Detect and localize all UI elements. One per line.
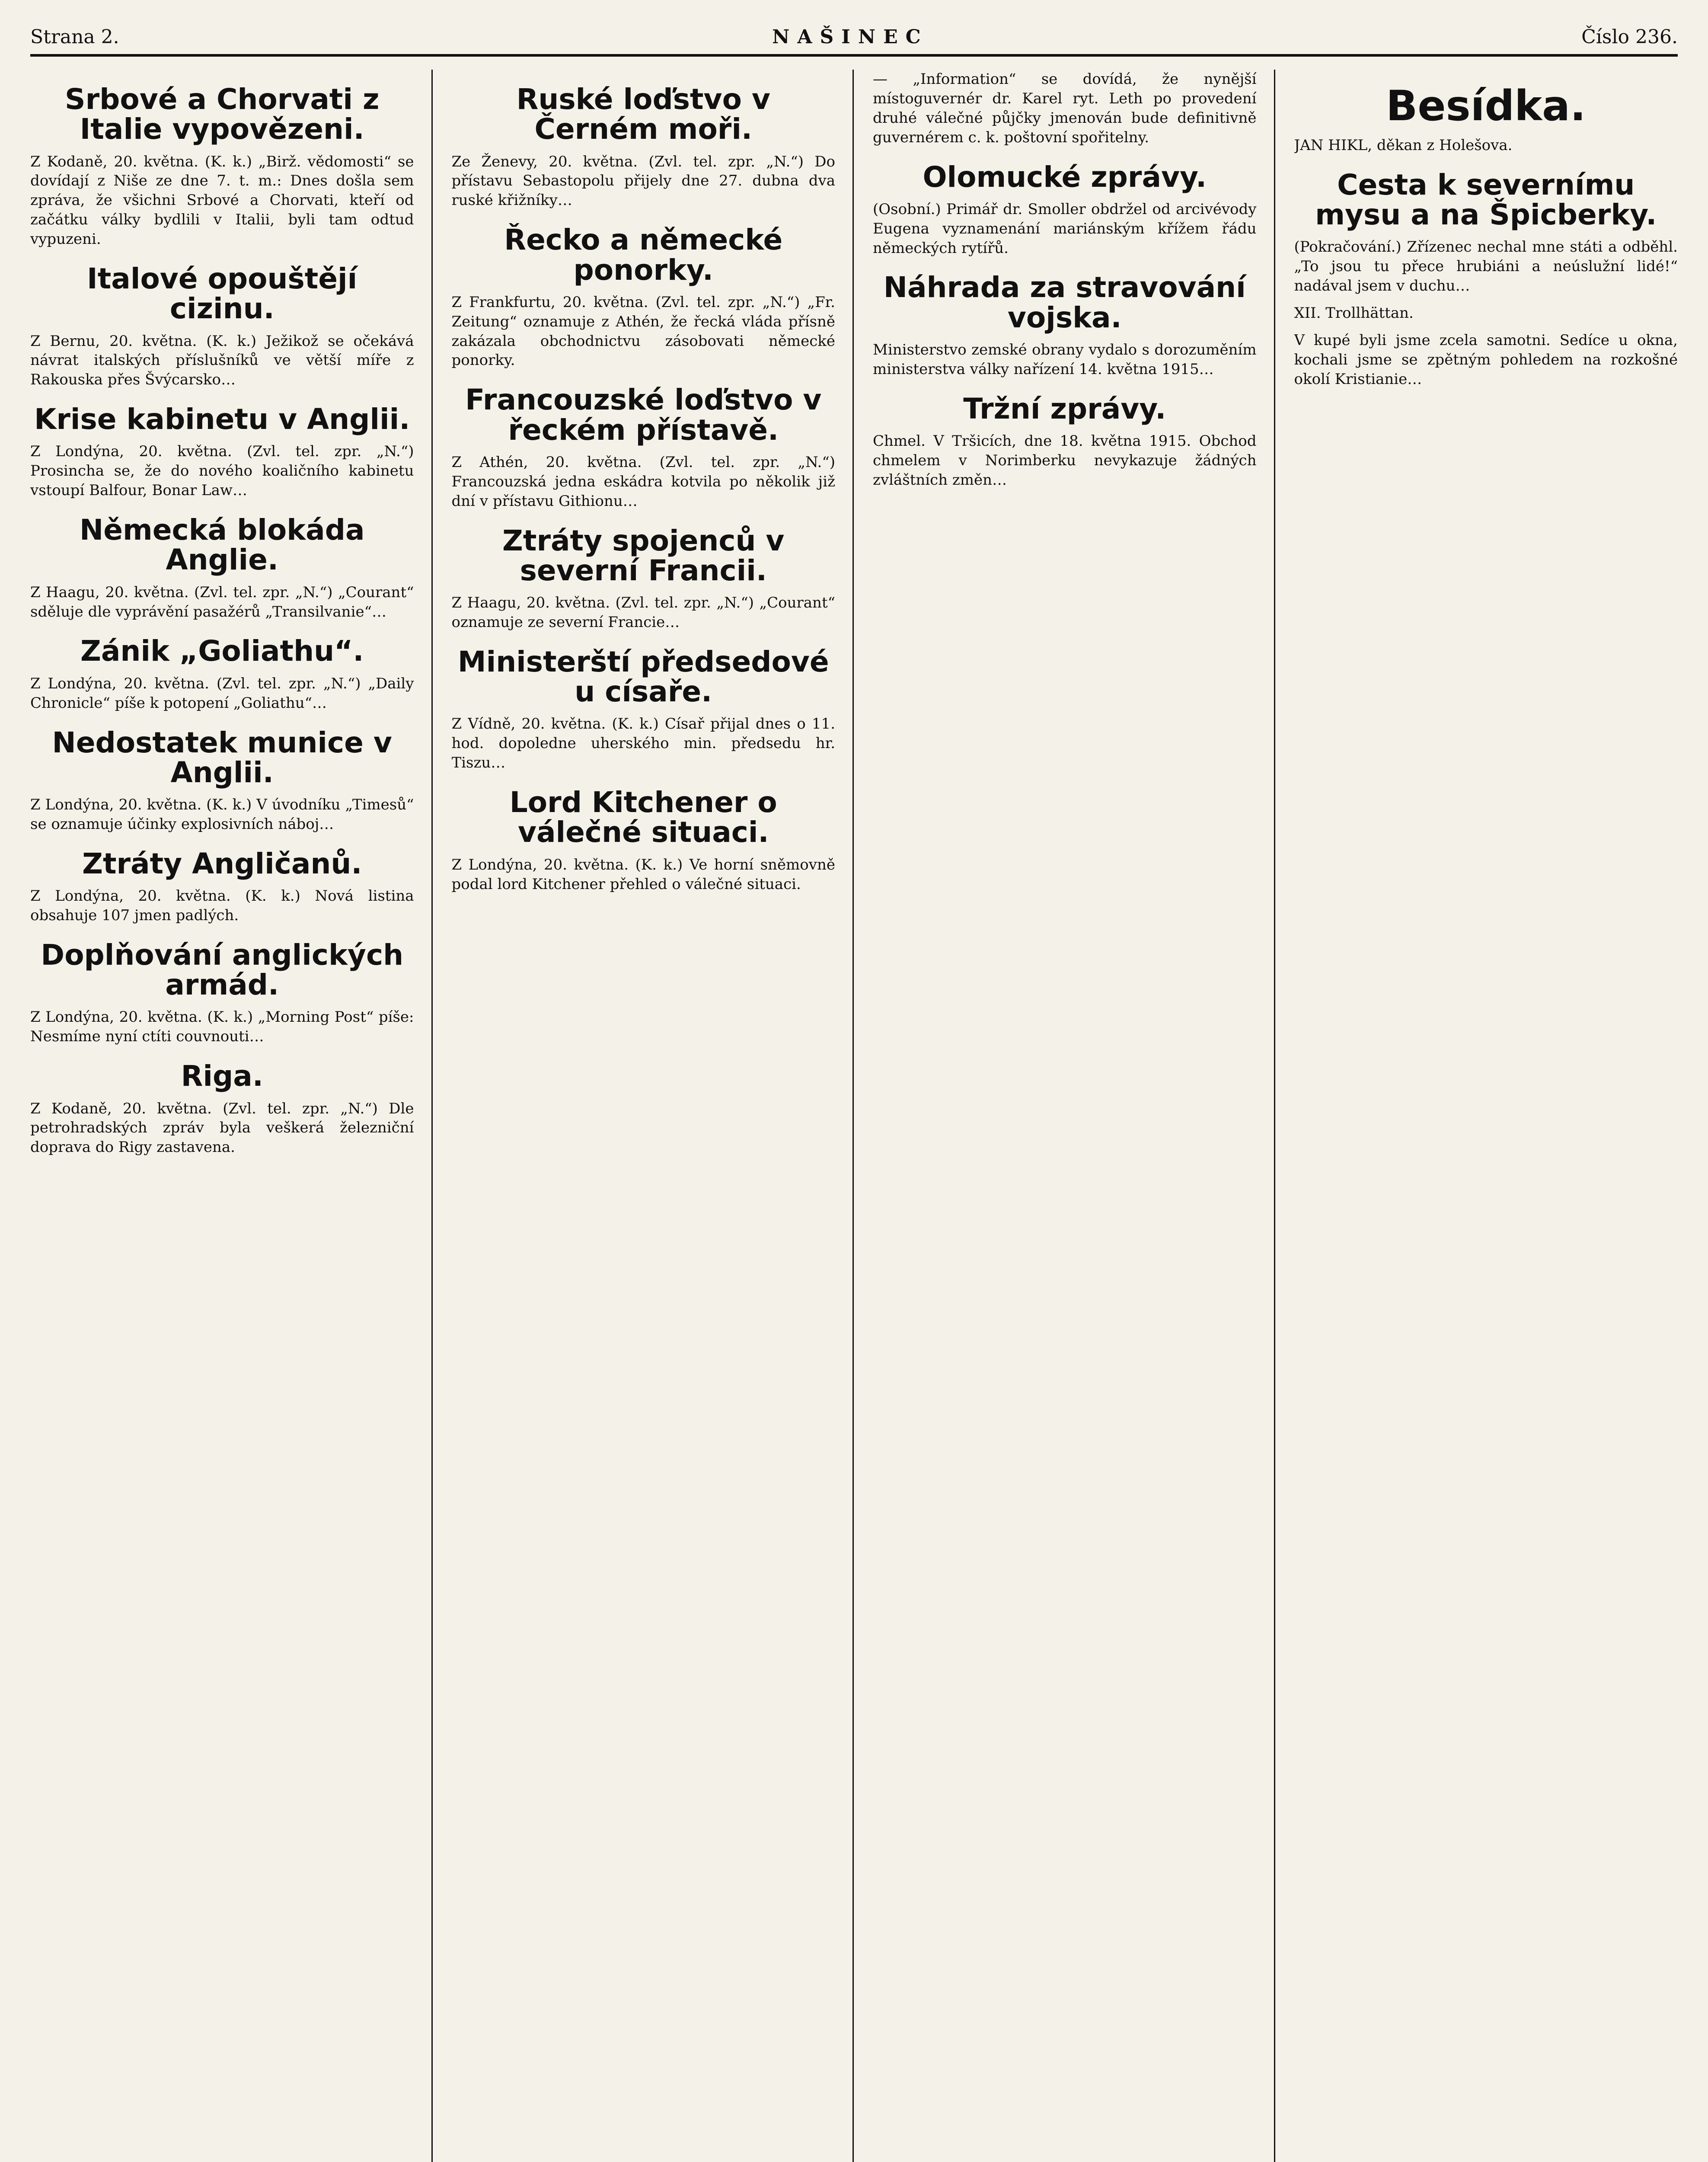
- article-body: Z Vídně, 20. května. (K. k.) Císař přijal dnes o 11. hod. dopoledne uherského min. předsedu hr. Tiszu…: [451, 715, 835, 772]
- page-number: Strana 2.: [30, 26, 119, 48]
- article-body: Ministerstvo zemské obrany vydalo s dorozuměním ministerstva války nařízení 14. května 1915…: [873, 341, 1257, 378]
- article-body: Z Londýna, 20. května. (K. k.) „Morning Post“ píše: Nesmíme nyní ctíti couvnouti…: [30, 1008, 414, 1046]
- article-heading: Ruské loďstvo v Černém moři.: [516, 83, 770, 146]
- column-3: [873, 70, 1275, 2162]
- article-heading: Italové opouštějí cizinu.: [87, 262, 358, 326]
- article-body: Z Kodaně, 20. května. (Zvl. tel. zpr. „N.“) Dle petrohradských zpráv byla veškerá železniční doprava do Rigy zastavena.: [30, 1100, 414, 1156]
- columns: [30, 70, 1678, 2162]
- article-heading: Náhrada za stravování vojska.: [883, 271, 1246, 334]
- article-heading: Cesta k severnímu mysu a na Špicberky.: [1315, 168, 1657, 231]
- article-heading: Olomucké zprávy.: [923, 160, 1207, 194]
- article-heading: Krise kabinetu v Anglii.: [34, 403, 410, 436]
- article-heading: Ministerští předsedové u císaře.: [457, 645, 829, 709]
- column-1: [30, 70, 433, 2162]
- article-body: V kupé byli jsme zcela samotni. Sedíce u okna, kochali jsme se zpětným pohledem na rozkošné okolí Kristianie…: [1294, 331, 1678, 388]
- article-body: Z Kodaně, 20. května. (K. k.) „Birž. vědomosti“ se dovídají z Niše ze dne 7. t. m.: Dnes došla sem zpráva, že všichni Srbové a Chorvati, kteří od začátku války bydlili v Italii, byli tam odtud vypuzeni.: [30, 153, 414, 248]
- article-body: JAN HIKL, děkan z Holešova.: [1294, 136, 1513, 154]
- article-heading: Doplňování anglických armád.: [41, 938, 404, 1002]
- article-heading: Riga.: [181, 1059, 263, 1093]
- article-heading: Řecko a německé ponorky.: [504, 223, 783, 287]
- article-body: Z Athén, 20. května. (Zvl. tel. zpr. „N.“) Francouzská jedna eskádra kotvila po několik již dní v přístavu Githionu…: [451, 453, 835, 510]
- article-heading: Besídka.: [1386, 82, 1586, 130]
- article-body: Z Londýna, 20. května. (Zvl. tel. zpr. „N.“) Prosincha se, že do nového koaličního kabinetu vstoupí Balfour, Bonar Law…: [30, 443, 414, 499]
- article-heading: Francouzské loďstvo v řeckém přístavě.: [465, 383, 822, 447]
- article-heading: Nedostatek munice v Anglii.: [52, 726, 392, 789]
- masthead: [30, 26, 1678, 57]
- article-body: — „Information“ se dovídá, že nynější místoguvernér dr. Karel ryt. Leth po provedení druhé válečné půjčky jmenován bude definitivně guvernérem c. k. poštovní spořitelny.: [873, 70, 1257, 146]
- article-heading: Zánik „Goliathu“.: [80, 634, 364, 668]
- article-heading: Srbové a Chorvati z Italie vypovězeni.: [65, 83, 380, 146]
- article-body: Ze Ženevy, 20. května. (Zvl. tel. zpr. „N.“) Do přístavu Sebastopolu přijely dne 27. dubna dva ruské křižníky…: [451, 153, 835, 209]
- article-body: (Pokračování.) Zřízenec nechal mne státi a odběhl. „To jsou tu přece hrubiáni a neúslužní lidé!“ nadával jsem v duchu…: [1294, 238, 1678, 295]
- article-heading: Německá blokáda Anglie.: [80, 513, 365, 577]
- article-heading: Lord Kitchener o válečné situaci.: [509, 786, 777, 849]
- article-body: Z Londýna, 20. května. (K. k.) Nová listina obsahuje 107 jmen padlých.: [30, 887, 414, 924]
- article-body: Z Londýna, 20. května. (K. k.) V úvodníku „Timesů“ se oznamuje účinky explosivních náboj…: [30, 796, 414, 833]
- column-2: [452, 70, 854, 2162]
- article-body: Z Haagu, 20. května. (Zvl. tel. zpr. „N.“) „Courant“ oznamuje ze severní Francie…: [451, 594, 835, 631]
- article-heading: Tržní zprávy.: [963, 392, 1166, 425]
- article-body: Z Londýna, 20. května. (Zvl. tel. zpr. „N.“) „Daily Chronicle“ píše k potopení „Goliathu“…: [30, 675, 414, 712]
- article-body: Z Bernu, 20. května. (K. k.) Ježikož se očekává návrat italských příslušníků ve větší míře z Rakouska přes Švýcarsko…: [30, 332, 414, 389]
- article-heading: Ztráty spojenců v severní Francii.: [502, 524, 785, 587]
- article-heading: Ztráty Angličanů.: [82, 847, 362, 880]
- article-body: Z Frankfurtu, 20. května. (Zvl. tel. zpr. „N.“) „Fr. Zeitung“ oznamuje z Athén, že řecká vláda přísně zakázala obchodnictvu zásobovati německé ponorky.: [451, 293, 835, 369]
- article-body: Chmel. V Tršicích, dne 18. května 1915. Obchod chmelem v Norimberku nevykazuje žádných zvláštních změn…: [873, 432, 1257, 489]
- article-body: (Osobní.) Primář dr. Smoller obdržel od arcivévody Eugena vyznamenání mariánským křížem řádu německých rytířů.: [873, 200, 1257, 257]
- article-body: Z Haagu, 20. května. (Zvl. tel. zpr. „N.“) „Courant“ sděluje dle vyprávění pasažérů „Transilvanie“…: [30, 583, 414, 620]
- article-body: Z Londýna, 20. května. (K. k.) Ve horní sněmovně podal lord Kitchener přehled o válečné situaci.: [451, 856, 835, 893]
- article-body: XII. Trollhättan.: [1294, 304, 1414, 322]
- newspaper-title: NAŠINEC: [772, 26, 929, 48]
- column-4: [1294, 70, 1678, 2162]
- issue-number: Číslo 236.: [1581, 26, 1678, 48]
